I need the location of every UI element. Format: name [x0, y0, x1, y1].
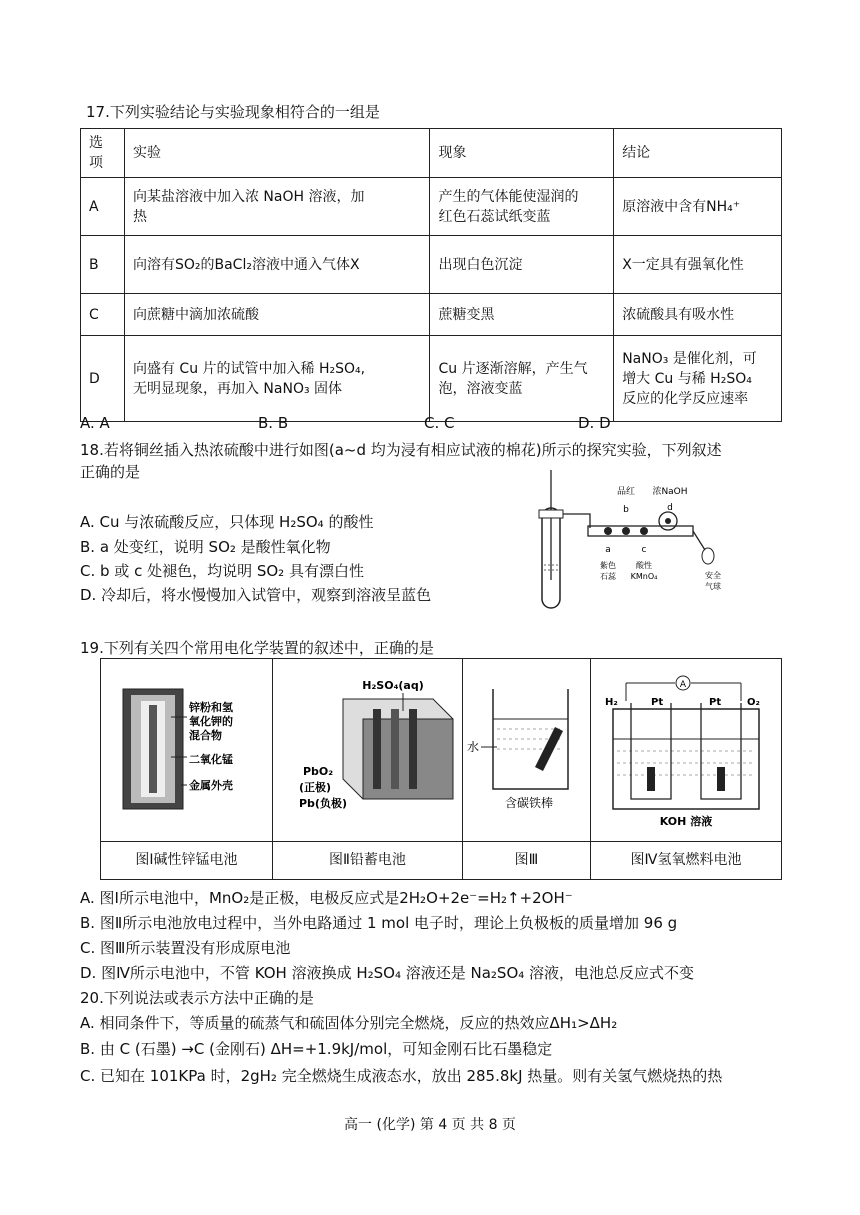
table-row	[81, 236, 782, 294]
option-cell: D	[81, 336, 125, 422]
line: 向盛有 Cu 片的试管中加入稀 H₂SO₄,	[132, 360, 366, 377]
delivery-tube	[563, 514, 590, 528]
label-pt2: Pt	[709, 697, 722, 708]
table-header-row	[81, 129, 782, 178]
label-acidic: 酸性	[636, 561, 652, 570]
cotton-b	[622, 527, 630, 535]
table-row	[81, 178, 782, 236]
option-cell: C	[81, 294, 125, 336]
line: 产生的气体能使湿润的	[438, 188, 579, 205]
label-purple: 紫色	[600, 561, 616, 570]
option-cell: B	[81, 236, 125, 294]
label-safety: 安全	[705, 571, 721, 580]
line: 红色石蕊试纸变蓝	[438, 208, 551, 225]
label-b: b	[623, 505, 629, 515]
header-experiment: 实验	[124, 129, 430, 178]
line: 增大 Cu 与稀 H₂SO₄	[622, 370, 752, 387]
label-ammeter: A	[679, 680, 687, 690]
experiment-cell	[124, 178, 430, 236]
stopper	[539, 510, 563, 518]
q18-apparatus-figure	[530, 470, 730, 615]
label-pt1: Pt	[651, 697, 664, 708]
figure-1-caption: 图Ⅰ碱性锌锰电池	[101, 841, 272, 879]
figure-4-caption: 图Ⅳ氢氧燃料电池	[591, 841, 781, 879]
q17-stem: 17.下列实验结论与实验现象相符合的一组是	[86, 103, 380, 121]
q17-choice-a[interactable]: A. A	[80, 414, 110, 432]
lead-battery-figure	[273, 659, 463, 839]
header-phenomenon: 现象	[430, 129, 614, 178]
line: 无明显现象，再加入 NaNO₃ 固体	[132, 380, 343, 397]
label-pb: Pb(负极)	[299, 797, 347, 810]
table-row	[81, 336, 782, 422]
header-option: 选项	[81, 129, 125, 178]
label-o2: O₂	[747, 697, 760, 708]
q18-stem-line2: 正确的是	[80, 463, 141, 481]
label-water: 水	[467, 740, 480, 754]
label-kmno4: KMnO₄	[630, 572, 658, 581]
beaker-figure	[463, 659, 591, 839]
q18-option-b[interactable]: B. a 处变红，说明 SO₂ 是酸性氧化物	[80, 538, 331, 556]
figure-3-caption: 图Ⅲ	[463, 841, 590, 879]
label-positive: (正极)	[299, 781, 332, 794]
phenomenon-cell: 蔗糖变黑	[430, 294, 614, 336]
line: NaNO₃ 是催化剂，可	[622, 350, 757, 367]
conclusion-cell: 浓硫酸具有吸水性	[614, 294, 782, 336]
label-pbo2: PbO₂	[303, 765, 334, 778]
line: 向某盐溶液中加入浓 NaOH 溶液，加	[132, 188, 365, 205]
q20-option-a[interactable]: A. 相同条件下，等质量的硫蒸气和硫固体分别完全燃烧，反应的热效应ΔH₁>ΔH₂	[80, 1014, 618, 1032]
q19-stem: 19.下列有关四个常用电化学装置的叙述中，正确的是	[80, 639, 434, 657]
q19-option-a[interactable]: A. 图Ⅰ所示电池中，MnO₂是正极，电极反应式是2H₂O+2e⁻=H₂↑+2OH⁻	[80, 889, 573, 907]
table-row	[81, 294, 782, 336]
label-d: d	[667, 503, 673, 513]
label-h2so4: H₂SO₄(aq)	[362, 679, 424, 692]
label-h2: H₂	[605, 697, 618, 708]
experiment-cell	[124, 336, 430, 422]
q19-option-c[interactable]: C. 图Ⅲ所示装置没有形成原电池	[80, 939, 291, 957]
label-c: c	[641, 545, 647, 555]
page-footer: 高一 (化学) 第 4 页 共 8 页	[344, 1117, 516, 1133]
label-mno2: 二氧化锰	[189, 753, 233, 766]
phenomenon-cell	[430, 178, 614, 236]
q17-choice-c[interactable]: C. C	[424, 414, 455, 432]
line: Cu 片逐渐溶解，产生气	[438, 360, 588, 377]
cotton-c	[640, 527, 648, 535]
figure-2-cell	[273, 659, 463, 879]
option-cell: A	[81, 178, 125, 236]
q18-option-d[interactable]: D. 冷却后，将水慢慢加入试管中，观察到溶液呈蓝色	[80, 586, 432, 604]
label-balloon: 气球	[705, 582, 721, 591]
q20-option-b[interactable]: B. 由 C (石墨) →C (金刚石) ΔH=+1.9kJ/mol，可知金刚石比石墨稳定	[80, 1040, 553, 1058]
figure-4-cell	[591, 659, 781, 879]
q18-option-c[interactable]: C. b 或 c 处褪色，均说明 SO₂ 具有漂白性	[80, 562, 364, 580]
label-a: a	[605, 545, 611, 555]
cotton-a	[604, 527, 612, 535]
q18-option-a[interactable]: A. Cu 与浓硫酸反应，只体现 H₂SO₄ 的酸性	[80, 513, 374, 531]
label-litmus: 石蕊	[600, 572, 616, 581]
conclusion-cell: X一定具有强氧化性	[614, 236, 782, 294]
figure-2-caption: 图Ⅱ铅蓄电池	[273, 841, 462, 879]
q17-choice-b[interactable]: B. B	[258, 414, 289, 432]
q19-figure-table	[100, 658, 782, 880]
experiment-cell: 向蔗糖中滴加浓硫酸	[124, 294, 430, 336]
label-shell: 金属外壳	[189, 779, 233, 792]
q17-table	[80, 128, 782, 422]
fuel-cell-figure	[591, 659, 781, 839]
line: 泡，溶液变蓝	[438, 380, 523, 397]
line: 反应的化学反应速率	[622, 390, 749, 407]
q18-stem-line1: 18.若将铜丝插入热浓硫酸中进行如图(a~d 均为浸有相应试液的棉花)所示的探究实验，下列叙述	[80, 441, 722, 459]
conclusion-cell	[614, 336, 782, 422]
figure-3-cell	[463, 659, 591, 879]
line: 热	[132, 208, 147, 225]
conclusion-cell: 原溶液中含有NH₄⁺	[614, 178, 782, 236]
experiment-cell: 向溶有SO₂的BaCl₂溶液中通入气体X	[124, 236, 430, 294]
phenomenon-cell	[430, 336, 614, 422]
safety-balloon	[702, 548, 714, 564]
cell-container	[613, 709, 759, 809]
q19-option-b[interactable]: B. 图Ⅱ所示电池放电过程中，当外电路通过 1 mol 电子时，理论上负极板的质量增加 96 g	[80, 914, 678, 932]
label-koh: 氧化钾的	[189, 715, 233, 728]
label-pinhong: 品红	[616, 487, 636, 497]
q20-option-c[interactable]: C. 已知在 101KPa 时，2gH₂ 完全燃烧生成液态水，放出 285.8kJ 热量。则有关氢气燃烧热的热	[80, 1067, 723, 1085]
q19-option-d[interactable]: D. 图Ⅳ所示电池中，不管 KOH 溶液换成 H₂SO₄ 溶液还是 Na₂SO₄ 溶液，电池总反应式不变	[80, 964, 695, 982]
alkaline-battery-figure	[101, 659, 273, 839]
label-koh-solution: KOH 溶液	[659, 815, 713, 828]
label-zinc: 锌粉和氢	[189, 701, 233, 714]
q17-choice-d[interactable]: D. D	[578, 414, 611, 432]
label-mixture: 混合物	[189, 729, 222, 742]
label-naoh: 浓NaOH	[652, 487, 688, 497]
phenomenon-cell: 出现白色沉淀	[430, 236, 614, 294]
figure-1-cell	[101, 659, 273, 879]
label-rod: 含碳铁棒	[504, 796, 554, 810]
header-conclusion: 结论	[614, 129, 782, 178]
q20-stem: 20.下列说法或表示方法中正确的是	[80, 989, 314, 1007]
